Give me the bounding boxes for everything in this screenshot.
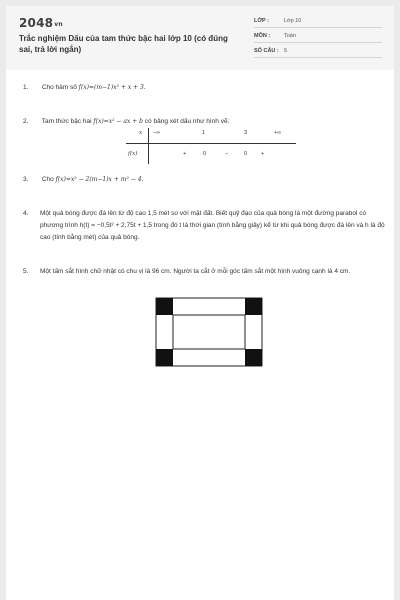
question-text: Một quả bóng được đá lên từ độ cao 1,5 mét so với mặt đất. Biết quỹ đạo của quả bóng là một đường parabol có phương trình h(t) = −0,5t² + 2,75t + 1,5 trong đó t là thời gian (tính bằng giây) kể từ khi quả bóng được đá lên và h là độ cao (tính bằng mét) của quả bóng.: [40, 210, 385, 241]
fx-label: f(x): [128, 151, 138, 157]
x-value: −∞: [153, 130, 161, 136]
question-3: [23, 174, 143, 186]
page-title: Trắc nghiệm Dấu của tam thức bậc hai lớp 10 (có đúng sai, trả lời ngắn): [19, 34, 228, 54]
meta-class-value: Lớp 10: [284, 18, 302, 24]
sign-value: −: [225, 151, 229, 157]
sign-value: +: [261, 151, 265, 157]
worksheet: [6, 6, 394, 600]
corner-square-bottom-left: [156, 349, 173, 366]
question-number: 3.: [23, 176, 29, 183]
question-number: 4.: [23, 210, 29, 217]
meta-class-label: LỚP :: [254, 18, 269, 24]
meta-count-label: SỐ CÂU :: [254, 48, 279, 54]
sign-table-divider: [148, 128, 149, 164]
meta-subject: [254, 30, 382, 43]
question-text: Cho hàm số: [41, 84, 77, 91]
logo-suffix: vn: [54, 21, 63, 28]
x-value: +∞: [274, 130, 282, 136]
question-4: [23, 208, 385, 241]
meta-subject-label: MÔN :: [254, 33, 271, 39]
meta-subject-value: Toán: [284, 33, 296, 39]
sign-value: +: [183, 151, 187, 157]
sign-table-rule: [126, 143, 296, 144]
question-formula: f(x)=x² − 2(m−1)x + m² − 4.: [55, 176, 144, 183]
site-logo[interactable]: [19, 16, 63, 30]
question-formula: f(x)=x² − ax + b: [93, 118, 143, 125]
corner-square-bottom-right: [245, 349, 262, 366]
corner-square-top-left: [156, 298, 173, 315]
sign-value: 0: [244, 151, 248, 157]
question-text: Cho: [41, 176, 54, 183]
x-value: 1: [202, 130, 206, 136]
x-value: 3: [244, 130, 248, 136]
question-number: 1.: [23, 84, 29, 91]
question-number: 2.: [23, 118, 29, 125]
meta-count-value: 5: [284, 48, 288, 54]
corner-square-top-right: [245, 298, 262, 315]
header: [6, 6, 394, 70]
question-text: Tam thức bậc hai: [41, 118, 92, 125]
question-5: [23, 266, 383, 278]
x-label: x: [139, 130, 143, 136]
question-number: 5.: [23, 268, 29, 275]
question-formula: f(x)=(m−1)x² + x + 3.: [78, 84, 146, 91]
question-text: Một tấm sắt hình chữ nhật có chu vi là 96 cm. Người ta cắt ở mỗi góc tấm sắt một hình vuông cạnh là 4 cm.: [40, 268, 351, 275]
meta-class: [254, 15, 382, 28]
logo-text: 2048: [19, 16, 54, 30]
sheet-figure: [155, 297, 263, 367]
question-1: [23, 82, 146, 94]
question-2: [23, 116, 229, 128]
question-text-2: có bảng xét dấu như hình vẽ:: [144, 118, 230, 125]
meta-count: [254, 45, 382, 58]
sign-value: 0: [203, 151, 207, 157]
